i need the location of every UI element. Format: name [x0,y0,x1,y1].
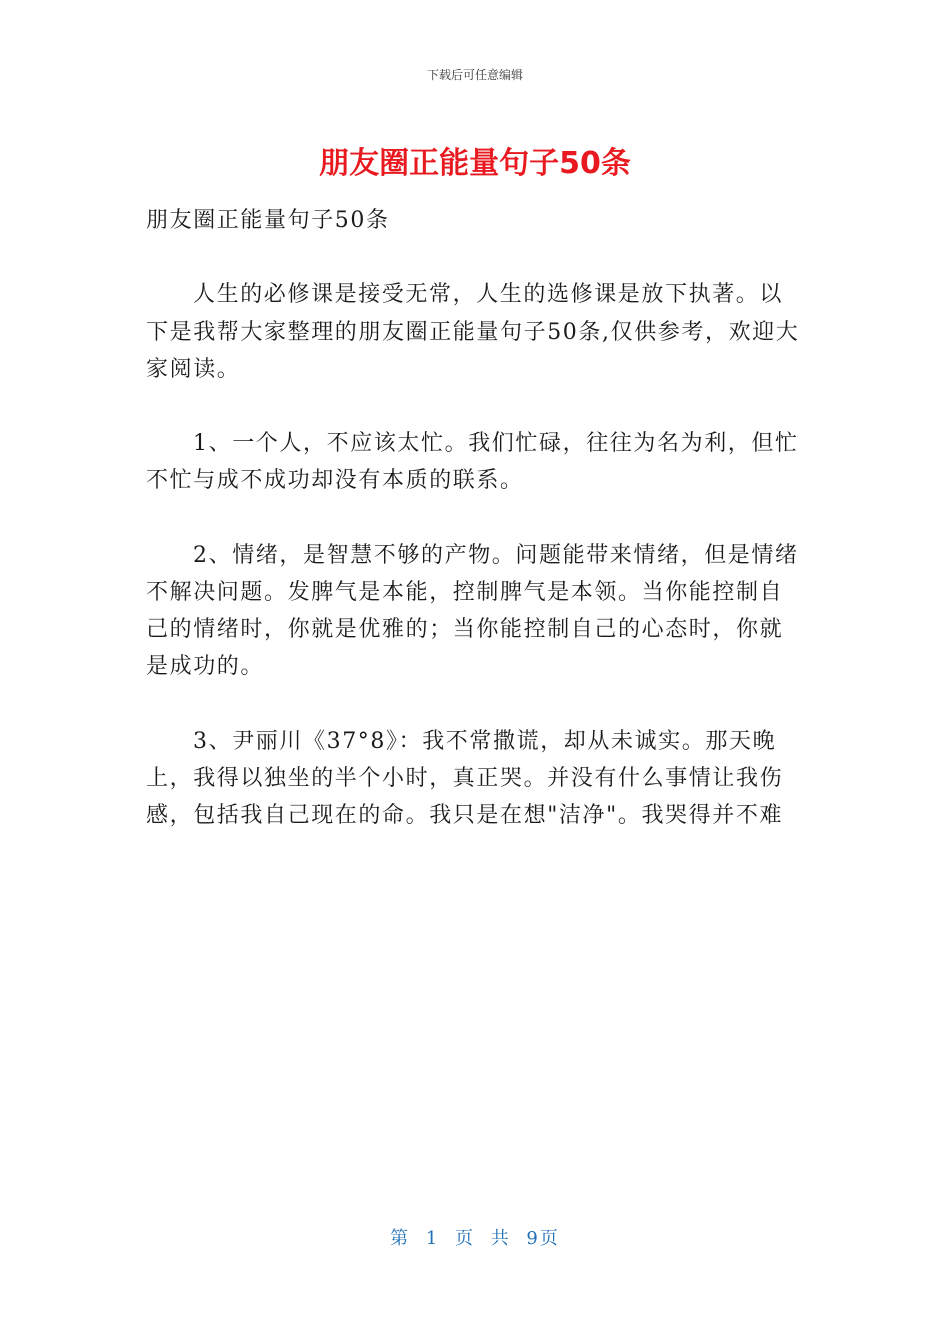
intro-paragraph: 人生的必修课是接受无常，人生的选修课是放下执著。以下是我帮大家整理的朋友圈正能量句子50条,仅供参考，欢迎大家阅读。 [146,282,800,382]
document-body [146,202,806,834]
header-note: 下载后可任意编辑 [426,68,523,82]
page-indicator: 第 1 页 共 9页 [390,1228,560,1249]
paragraph-item-2: 2、情绪，是智慧不够的产物。问题能带来情绪，但是情绪不解决问题。发脾气是本能，控制脾气是本领。当你能控制自己的情绪时，你就是优雅的；当你能控制自己的心态时，你就是成功的。 [146,542,799,680]
paragraph-item-3: 3、尹丽川《37°8》：我不常撒谎，却从未诚实。那天晚上，我得以独坐的半个小时，真正哭。并没有什么事情让我伤感，包括我自己现在的命。我只是在想"洁净"。我哭得并不难 [146,728,784,829]
subtitle-line: 朋友圈正能量句子50条 [146,208,390,233]
paragraph-item-1: 1、一个人，不应该太忙。我们忙碌，往往为名为利，但忙不忙与成不成功却没有本质的联系。 [146,431,799,494]
document-title: 朋友圈正能量句子50条 [319,146,631,181]
